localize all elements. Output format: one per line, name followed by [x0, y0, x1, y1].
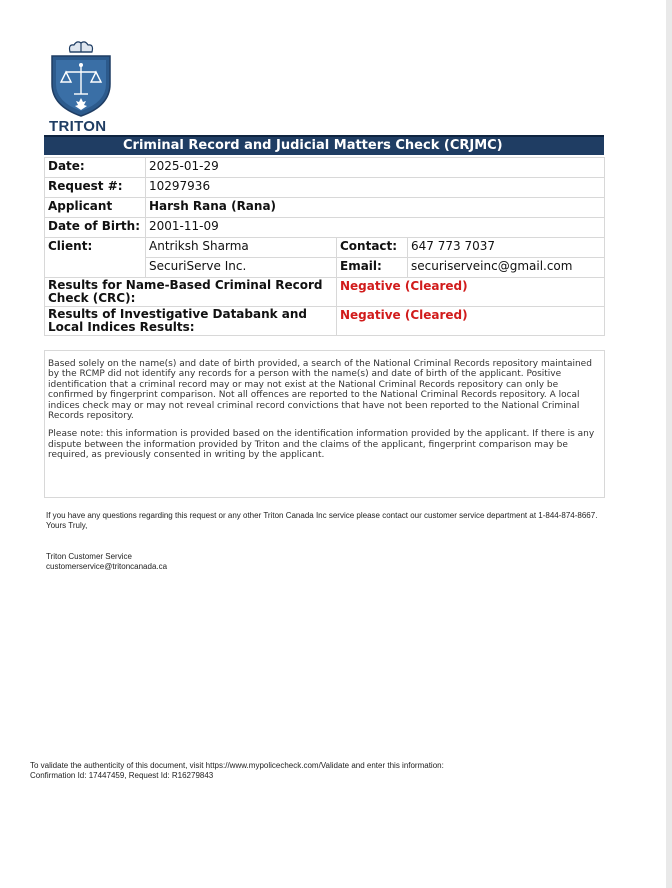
signature-email: customerservice@tritoncanada.ca — [46, 561, 168, 571]
crc-result-label: Results for Name-Based Criminal Record Check (CRC): — [45, 278, 337, 307]
date-label: Date: — [45, 158, 146, 178]
table-row — [45, 278, 605, 307]
email-label: Email: — [337, 258, 408, 278]
page-edge — [666, 0, 672, 888]
client-label: Client: — [45, 238, 146, 278]
document-title-bar — [44, 135, 604, 155]
table-row — [45, 178, 605, 198]
contact-label: Contact: — [337, 238, 408, 258]
disclaimer-paragraph-2: Please note: this information is provided based on the identification information provided by the applicant. If there is any dispute between the information provided by Triton and the claims of the applicant, fingerprint comparison may be required, as previously consented in writing by the applicant. — [48, 429, 595, 461]
signature-name: Triton Customer Service — [46, 552, 132, 561]
validation-block — [30, 761, 444, 780]
disclaimer-paragraph-1: Based solely on the name(s) and date of birth provided, a search of the National Criminal Records repository maintained by the RCMP did not identify any records for a person with the name(s) and date of birth of the applicant. Positive identification that a criminal record may or may not exist at the National Criminal Records repository can only be confirmed by fingerprint comparison. Not all offences are reported to the National Criminal Records repository. A local indices check may or may not reveal criminal record convictions that have not been reported to the National Criminal Records repository. — [48, 359, 592, 422]
disclaimer-box — [44, 350, 605, 498]
triton-logo-icon — [46, 40, 116, 118]
applicant-label: Applicant — [45, 198, 146, 218]
record-info-table — [44, 157, 605, 336]
email-value: securiserveinc@gmail.com — [408, 258, 605, 278]
client-company: SecuriServe Inc. — [146, 258, 337, 278]
document-title: Criminal Record and Judicial Matters Check (CRJMC) — [123, 138, 503, 153]
table-row — [45, 307, 605, 336]
dob-label: Date of Birth: — [45, 218, 146, 238]
validation-instructions: To validate the authenticity of this document, visit https://www.mypolicecheck.com/Validate and enter this information: — [30, 761, 444, 770]
date-value: 2025-01-29 — [146, 158, 605, 178]
validation-ids: Confirmation Id: 17447459, Request Id: R16279843 — [30, 770, 214, 780]
contact-line: If you have any questions regarding this request or any other Triton Canada Inc service please contact our customer service department at 1-844-874-8667. — [46, 511, 598, 520]
brand-name: TRITON — [49, 118, 107, 135]
table-row — [45, 158, 605, 178]
signature-block — [46, 552, 167, 571]
table-row — [45, 238, 605, 258]
crc-result-value: Negative (Cleared) — [337, 278, 605, 307]
contact-value: 647 773 7037 — [408, 238, 605, 258]
idb-result-value: Negative (Cleared) — [337, 307, 605, 336]
table-row — [45, 218, 605, 238]
contact-block — [46, 511, 606, 530]
dob-value: 2001-11-09 — [146, 218, 605, 238]
client-name: Antriksh Sharma — [146, 238, 337, 258]
applicant-value: Harsh Rana (Rana) — [146, 198, 605, 218]
closing-line: Yours Truly, — [46, 520, 88, 530]
request-value: 10297936 — [146, 178, 605, 198]
request-label: Request #: — [45, 178, 146, 198]
idb-result-label: Results of Investigative Databank and Local Indices Results: — [45, 307, 337, 336]
table-row — [45, 198, 605, 218]
